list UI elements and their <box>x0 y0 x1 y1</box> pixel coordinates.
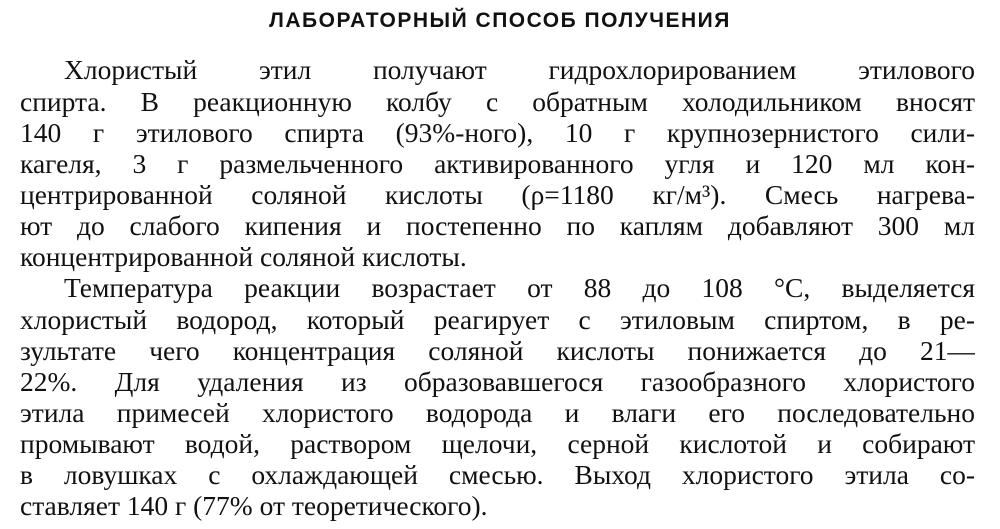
text-line: 22%. Для удаления из образовавшегося газообразного хлористого <box>20 366 975 397</box>
text-line: спирта. В реакционную колбу с обратным холодильником вносят <box>20 86 975 117</box>
text-line: ют до слабого кипения и постепенно по каплям добавляют 300 мл <box>20 210 975 241</box>
text-line: Температура реакции возрастает от 88 до 108 °С, выделяется <box>64 272 975 303</box>
text-line: центрированной соляной кислоты (ρ=1180 кг/м³). Смесь нагрева- <box>20 179 975 210</box>
text-line: 140 г этилового спирта (93%-ного), 10 г крупнозернистого сили- <box>20 117 975 148</box>
text-line: зультате чего концентрация соляной кислоты понижается до 21— <box>20 335 975 366</box>
text-line: промывают водой, раствором щелочи, серной кислотой и собирают <box>20 428 975 459</box>
text-line: Хлористый этил получают гидрохлорированием этилового <box>64 54 975 85</box>
text-line: этила примесей хлористого водорода и влаги его последовательно <box>20 397 975 428</box>
text-line: концентрированной соляной кислоты. <box>20 241 467 272</box>
section-heading: ЛАБОРАТОРНЫЙ СПОСОБ ПОЛУЧЕНИЯ <box>269 9 731 32</box>
text-line: в ловушках с охлаждающей смесью. Выход хлористого этила со- <box>20 459 975 490</box>
text-line: кагеля, 3 г размельченного активированного угля и 120 мл кон- <box>20 148 975 179</box>
text-line: хлористый водород, который реагирует с этиловым спиртом, в ре- <box>20 304 975 335</box>
text-line: ставляет 140 г (77% от теоретического). <box>20 490 488 521</box>
